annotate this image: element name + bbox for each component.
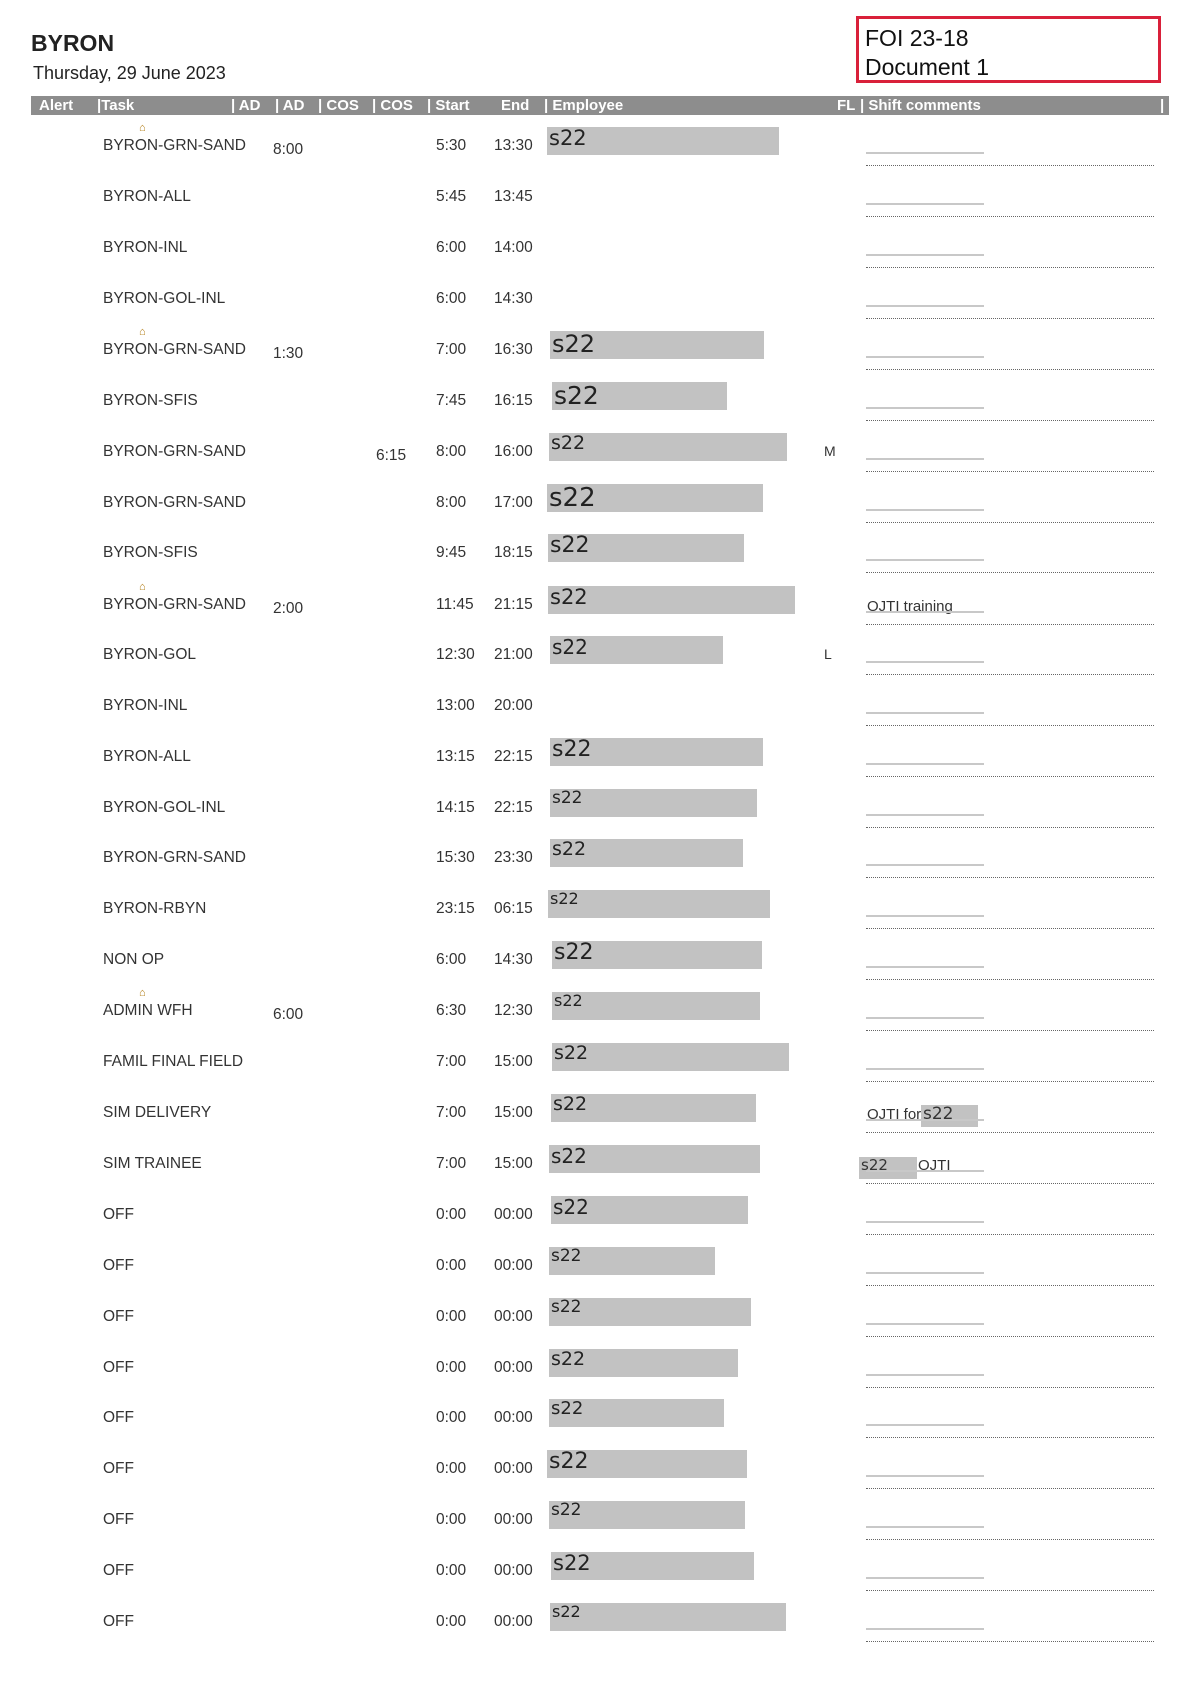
annotation-mark-icon: ⌂ bbox=[139, 326, 146, 338]
comment-underline bbox=[866, 864, 984, 866]
comment-underline bbox=[866, 1170, 984, 1172]
comment-underline bbox=[866, 915, 984, 917]
task-cell: SIM TRAINEE bbox=[103, 1155, 202, 1172]
redaction-code: s22 bbox=[549, 126, 587, 150]
start-time-cell: 0:00 bbox=[436, 1308, 467, 1325]
comment-dotted-rule bbox=[866, 1081, 1154, 1082]
foi-stamp bbox=[856, 16, 1161, 83]
redaction-code: s22 bbox=[553, 1551, 591, 1575]
comment-dotted-rule bbox=[866, 674, 1154, 675]
col-shift-comments: | Shift comments bbox=[860, 97, 981, 114]
task-cell: OFF bbox=[103, 1562, 134, 1579]
col-fl: FL bbox=[837, 97, 856, 114]
end-time-cell: 16:30 bbox=[494, 341, 533, 358]
task-cell: OFF bbox=[103, 1308, 134, 1325]
annotation-mark-icon: ⌂ bbox=[139, 581, 146, 593]
table-row bbox=[0, 987, 1190, 1041]
col-alert: Alert bbox=[39, 97, 74, 114]
start-time-cell: 13:00 bbox=[436, 697, 475, 714]
start-time-cell: 8:00 bbox=[436, 443, 467, 460]
employee-redaction bbox=[549, 1247, 715, 1275]
table-row bbox=[0, 1195, 1190, 1245]
col-task: |Task bbox=[97, 97, 135, 114]
redaction-code: s22 bbox=[551, 432, 586, 454]
comment-dotted-rule bbox=[866, 928, 1154, 929]
end-time-cell: 00:00 bbox=[494, 1206, 533, 1223]
table-row bbox=[0, 581, 1190, 635]
task-cell: BYRON-GOL-INL bbox=[103, 290, 226, 307]
start-time-cell: 0:00 bbox=[436, 1460, 467, 1477]
start-time-cell: 6:00 bbox=[436, 951, 467, 968]
comment-underline bbox=[866, 305, 984, 307]
comment-underline bbox=[866, 763, 984, 765]
comment-underline bbox=[866, 1017, 984, 1019]
table-row bbox=[0, 326, 1190, 380]
table-row bbox=[0, 737, 1190, 787]
employee-redaction bbox=[551, 1094, 756, 1122]
comment-underline bbox=[866, 1119, 984, 1121]
table-row bbox=[0, 177, 1190, 227]
redaction-code: s22 bbox=[551, 1246, 582, 1266]
foi-document-number: Document 1 bbox=[865, 54, 990, 80]
task-cell: BYRON-ALL bbox=[103, 188, 191, 205]
employee-redaction bbox=[549, 1399, 724, 1427]
comment-dotted-rule bbox=[866, 1488, 1154, 1489]
start-time-cell: 8:00 bbox=[436, 494, 467, 511]
shift-comment: OJTI bbox=[918, 1157, 951, 1174]
comment-underline bbox=[866, 1526, 984, 1528]
comment-dotted-rule bbox=[866, 827, 1154, 828]
redaction-code: s22 bbox=[923, 1104, 954, 1124]
start-time-cell: 0:00 bbox=[436, 1613, 467, 1630]
employee-redaction bbox=[548, 586, 795, 614]
annotation-mark-icon: ⌂ bbox=[139, 122, 146, 134]
redaction-code: s22 bbox=[550, 889, 579, 908]
redaction-code: s22 bbox=[552, 788, 583, 808]
end-time-cell: 18:15 bbox=[494, 544, 533, 561]
redaction-code: s22 bbox=[552, 838, 587, 860]
comment-underline bbox=[866, 1068, 984, 1070]
start-time-cell: 5:45 bbox=[436, 188, 467, 205]
table-row bbox=[0, 432, 1190, 482]
comment-dotted-rule bbox=[866, 1539, 1154, 1540]
task-cell: OFF bbox=[103, 1511, 134, 1528]
comment-underline bbox=[866, 712, 984, 714]
task-cell: BYRON-GRN-SAND bbox=[103, 494, 246, 511]
comment-underline bbox=[866, 1221, 984, 1223]
employee-redaction bbox=[548, 534, 744, 562]
end-time-cell: 22:15 bbox=[494, 799, 533, 816]
table-row bbox=[0, 1246, 1190, 1296]
end-time-cell: 00:00 bbox=[494, 1511, 533, 1528]
start-time-cell: 0:00 bbox=[436, 1562, 467, 1579]
comment-dotted-rule bbox=[866, 1590, 1154, 1591]
redaction-code: s22 bbox=[550, 585, 588, 609]
task-cell: OFF bbox=[103, 1359, 134, 1376]
redaction-code: s22 bbox=[550, 533, 590, 558]
employee-redaction bbox=[549, 1298, 751, 1326]
task-cell: NON OP bbox=[103, 951, 165, 968]
table-row bbox=[0, 1500, 1190, 1550]
task-cell: FAMIL FINAL FIELD bbox=[103, 1053, 244, 1070]
task-cell: BYRON-INL bbox=[103, 239, 188, 256]
comment-underline bbox=[866, 1628, 984, 1630]
comment-dotted-rule bbox=[866, 776, 1154, 777]
employee-redaction bbox=[550, 636, 723, 664]
employee-redaction bbox=[552, 382, 727, 410]
comment-dotted-rule bbox=[866, 979, 1154, 980]
table-row bbox=[0, 940, 1190, 990]
redaction-code: s22 bbox=[552, 330, 596, 358]
comment-underline bbox=[866, 254, 984, 256]
start-time-cell: 0:00 bbox=[436, 1206, 467, 1223]
comment-underline bbox=[866, 203, 984, 205]
start-time-cell: 5:30 bbox=[436, 137, 467, 154]
comment-dotted-rule bbox=[866, 1336, 1154, 1337]
table-row bbox=[0, 1449, 1190, 1499]
end-time-cell: 22:15 bbox=[494, 748, 533, 765]
table-row bbox=[0, 533, 1190, 583]
comment-underline bbox=[866, 559, 984, 561]
table-row bbox=[0, 279, 1190, 329]
comment-dotted-rule bbox=[866, 1285, 1154, 1286]
comment-dotted-rule bbox=[866, 267, 1154, 268]
end-time-cell: 14:30 bbox=[494, 290, 533, 307]
ad-cell: 1:30 bbox=[273, 345, 304, 362]
start-time-cell: 7:00 bbox=[436, 341, 467, 358]
employee-redaction bbox=[550, 738, 763, 766]
table-row bbox=[0, 122, 1190, 176]
task-cell: BYRON-RBYN bbox=[103, 900, 207, 917]
end-time-cell: 13:30 bbox=[494, 137, 533, 154]
start-time-cell: 7:00 bbox=[436, 1155, 467, 1172]
end-time-cell: 15:00 bbox=[494, 1155, 533, 1172]
task-cell: OFF bbox=[103, 1206, 134, 1223]
comment-dotted-rule bbox=[866, 1387, 1154, 1388]
redaction-code: s22 bbox=[553, 1195, 589, 1219]
redaction-code: s22 bbox=[552, 1602, 581, 1621]
table-row bbox=[0, 1093, 1190, 1143]
comment-underline bbox=[866, 814, 984, 816]
roster-date: Thursday, 29 June 2023 bbox=[33, 63, 226, 83]
employee-redaction bbox=[550, 1603, 786, 1631]
task-cell: BYRON-GRN-SAND bbox=[103, 137, 246, 154]
table-row bbox=[0, 1602, 1190, 1652]
end-time-cell: 16:15 bbox=[494, 392, 533, 409]
start-time-cell: 7:00 bbox=[436, 1053, 467, 1070]
end-time-cell: 00:00 bbox=[494, 1460, 533, 1477]
task-cell: BYRON-SFIS bbox=[103, 392, 198, 409]
page-title: BYRON bbox=[31, 30, 115, 56]
end-time-cell: 00:00 bbox=[494, 1613, 533, 1630]
table-row bbox=[0, 483, 1190, 533]
comment-dotted-rule bbox=[866, 1641, 1154, 1642]
redaction-code: s22 bbox=[554, 991, 583, 1010]
task-cell: BYRON-SFIS bbox=[103, 544, 198, 561]
employee-redaction bbox=[551, 1552, 754, 1580]
col-end: End bbox=[501, 97, 530, 114]
employee-redaction bbox=[548, 890, 770, 918]
redaction-code: s22 bbox=[552, 737, 592, 762]
end-time-cell: 00:00 bbox=[494, 1257, 533, 1274]
task-cell: OFF bbox=[103, 1460, 134, 1477]
comment-redaction bbox=[859, 1157, 917, 1179]
comment-dotted-rule bbox=[866, 877, 1154, 878]
comment-underline bbox=[866, 152, 984, 154]
comment-dotted-rule bbox=[866, 1183, 1154, 1184]
comment-underline bbox=[866, 356, 984, 358]
comment-dotted-rule bbox=[866, 216, 1154, 217]
comment-dotted-rule bbox=[866, 522, 1154, 523]
redaction-code: s22 bbox=[553, 1093, 588, 1115]
comment-dotted-rule bbox=[866, 1437, 1154, 1438]
task-cell: BYRON-GOL-INL bbox=[103, 799, 226, 816]
comment-underline bbox=[866, 661, 984, 663]
end-time-cell: 14:30 bbox=[494, 951, 533, 968]
comment-dotted-rule bbox=[866, 318, 1154, 319]
redaction-code: s22 bbox=[551, 1348, 586, 1370]
comment-dotted-rule bbox=[866, 1132, 1154, 1133]
comment-underline bbox=[866, 1323, 984, 1325]
end-time-cell: 14:00 bbox=[494, 239, 533, 256]
employee-redaction bbox=[550, 789, 757, 817]
ad-cell: 6:00 bbox=[273, 1006, 304, 1023]
table-row bbox=[0, 228, 1190, 278]
task-cell: SIM DELIVERY bbox=[103, 1104, 212, 1121]
comment-underline bbox=[866, 1577, 984, 1579]
start-time-cell: 13:15 bbox=[436, 748, 475, 765]
end-time-cell: 00:00 bbox=[494, 1409, 533, 1426]
start-time-cell: 9:45 bbox=[436, 544, 467, 561]
redaction-code: s22 bbox=[554, 940, 594, 965]
column-header-bar bbox=[31, 96, 1169, 115]
start-time-cell: 7:45 bbox=[436, 392, 467, 409]
comment-dotted-rule bbox=[866, 1234, 1154, 1235]
comment-underline bbox=[866, 1272, 984, 1274]
task-cell: BYRON-GRN-SAND bbox=[103, 443, 246, 460]
col-ad-2: | AD bbox=[275, 97, 305, 114]
start-time-cell: 6:00 bbox=[436, 239, 467, 256]
end-time-cell: 21:15 bbox=[494, 596, 533, 613]
employee-redaction bbox=[549, 433, 787, 461]
comment-underline bbox=[866, 1424, 984, 1426]
end-time-cell: 06:15 bbox=[494, 900, 533, 917]
end-time-cell: 20:00 bbox=[494, 697, 533, 714]
comment-dotted-rule bbox=[866, 624, 1154, 625]
table-row bbox=[0, 838, 1190, 888]
comment-dotted-rule bbox=[866, 572, 1154, 573]
redaction-code: s22 bbox=[549, 483, 596, 513]
employee-redaction bbox=[547, 484, 763, 512]
task-cell: OFF bbox=[103, 1409, 134, 1426]
employee-redaction bbox=[552, 1043, 789, 1071]
employee-redaction bbox=[550, 331, 764, 359]
task-cell: BYRON-GRN-SAND bbox=[103, 341, 246, 358]
comment-dotted-rule bbox=[866, 165, 1154, 166]
comment-dotted-rule bbox=[866, 420, 1154, 421]
table-row bbox=[0, 1398, 1190, 1448]
task-cell: BYRON-GRN-SAND bbox=[103, 849, 246, 866]
shift-comment: OJTI training bbox=[867, 598, 953, 615]
end-time-cell: 00:00 bbox=[494, 1562, 533, 1579]
start-time-cell: 12:30 bbox=[436, 646, 475, 663]
comment-underline bbox=[866, 1374, 984, 1376]
redaction-code: s22 bbox=[551, 1500, 582, 1520]
end-time-cell: 00:00 bbox=[494, 1359, 533, 1376]
comment-dotted-rule bbox=[866, 1030, 1154, 1031]
redaction-code: s22 bbox=[552, 635, 588, 659]
employee-redaction bbox=[549, 1501, 745, 1529]
end-time-cell: 00:00 bbox=[494, 1308, 533, 1325]
comment-underline bbox=[866, 458, 984, 460]
table-row bbox=[0, 686, 1190, 736]
end-time-cell: 23:30 bbox=[494, 849, 533, 866]
redaction-code: s22 bbox=[554, 1042, 589, 1064]
start-time-cell: 15:30 bbox=[436, 849, 475, 866]
task-cell: OFF bbox=[103, 1257, 134, 1274]
fl-cell: M bbox=[824, 443, 836, 459]
start-time-cell: 6:30 bbox=[436, 1002, 467, 1019]
task-cell: BYRON-INL bbox=[103, 697, 188, 714]
task-cell: BYRON-GRN-SAND bbox=[103, 596, 246, 613]
ad-cell: 2:00 bbox=[273, 600, 304, 617]
start-time-cell: 14:15 bbox=[436, 799, 475, 816]
start-time-cell: 0:00 bbox=[436, 1359, 467, 1376]
redaction-code: s22 bbox=[551, 1297, 582, 1317]
comment-dotted-rule bbox=[866, 369, 1154, 370]
cos-cell: 6:15 bbox=[376, 447, 407, 464]
task-cell: BYRON-GOL bbox=[103, 646, 197, 663]
foi-reference: FOI 23-18 bbox=[865, 25, 969, 51]
employee-redaction bbox=[547, 127, 779, 155]
comment-underline bbox=[866, 407, 984, 409]
comment-underline bbox=[866, 509, 984, 511]
start-time-cell: 23:15 bbox=[436, 900, 475, 917]
col-cos-1: | COS bbox=[318, 97, 359, 114]
employee-redaction bbox=[549, 1349, 738, 1377]
end-time-cell: 12:30 bbox=[494, 1002, 533, 1019]
employee-redaction bbox=[549, 1145, 760, 1173]
employee-redaction bbox=[550, 839, 743, 867]
start-time-cell: 7:00 bbox=[436, 1104, 467, 1121]
col-employee: | Employee bbox=[544, 97, 624, 114]
table-row bbox=[0, 1042, 1190, 1092]
table-row bbox=[0, 635, 1190, 685]
col-ad-1: | AD bbox=[231, 97, 261, 114]
task-cell: BYRON-ALL bbox=[103, 748, 191, 765]
end-time-cell: 21:00 bbox=[494, 646, 533, 663]
comment-underline bbox=[866, 1475, 984, 1477]
col-end-bar: | bbox=[1160, 97, 1165, 114]
start-time-cell: 11:45 bbox=[436, 596, 474, 613]
employee-redaction bbox=[552, 941, 762, 969]
table-row bbox=[0, 1297, 1190, 1347]
comment-redaction bbox=[921, 1105, 978, 1127]
task-cell: ADMIN WFH bbox=[103, 1002, 193, 1019]
start-time-cell: 0:00 bbox=[436, 1409, 467, 1426]
start-time-cell: 0:00 bbox=[436, 1511, 467, 1528]
redaction-code: s22 bbox=[554, 381, 599, 410]
shift-comment: OJTI for bbox=[867, 1106, 922, 1123]
end-time-cell: 16:00 bbox=[494, 443, 533, 460]
table-row bbox=[0, 788, 1190, 838]
ad-cell: 8:00 bbox=[273, 141, 304, 158]
comment-underline bbox=[866, 611, 984, 613]
redaction-code: s22 bbox=[551, 1398, 584, 1419]
table-row bbox=[0, 1551, 1190, 1601]
start-time-cell: 0:00 bbox=[436, 1257, 467, 1274]
employee-redaction bbox=[547, 1450, 747, 1478]
comment-dotted-rule bbox=[866, 471, 1154, 472]
end-time-cell: 17:00 bbox=[494, 494, 533, 511]
table-row bbox=[0, 381, 1190, 431]
col-cos-2: | COS bbox=[372, 97, 413, 114]
end-time-cell: 13:45 bbox=[494, 188, 533, 205]
employee-redaction bbox=[552, 992, 760, 1020]
comment-dotted-rule bbox=[866, 725, 1154, 726]
comment-underline bbox=[866, 966, 984, 968]
start-time-cell: 6:00 bbox=[436, 290, 467, 307]
table-row bbox=[0, 889, 1190, 939]
fl-cell: L bbox=[824, 646, 832, 662]
table-row bbox=[0, 1348, 1190, 1398]
redaction-code: s22 bbox=[549, 1449, 589, 1474]
annotation-mark-icon: ⌂ bbox=[139, 987, 146, 999]
employee-redaction bbox=[551, 1196, 748, 1224]
end-time-cell: 15:00 bbox=[494, 1053, 533, 1070]
redaction-code: s22 bbox=[551, 1144, 587, 1168]
table-row bbox=[0, 1144, 1190, 1194]
col-start: | Start bbox=[427, 97, 470, 114]
task-cell: OFF bbox=[103, 1613, 134, 1630]
end-time-cell: 15:00 bbox=[494, 1104, 533, 1121]
redaction-code: s22 bbox=[861, 1156, 888, 1174]
